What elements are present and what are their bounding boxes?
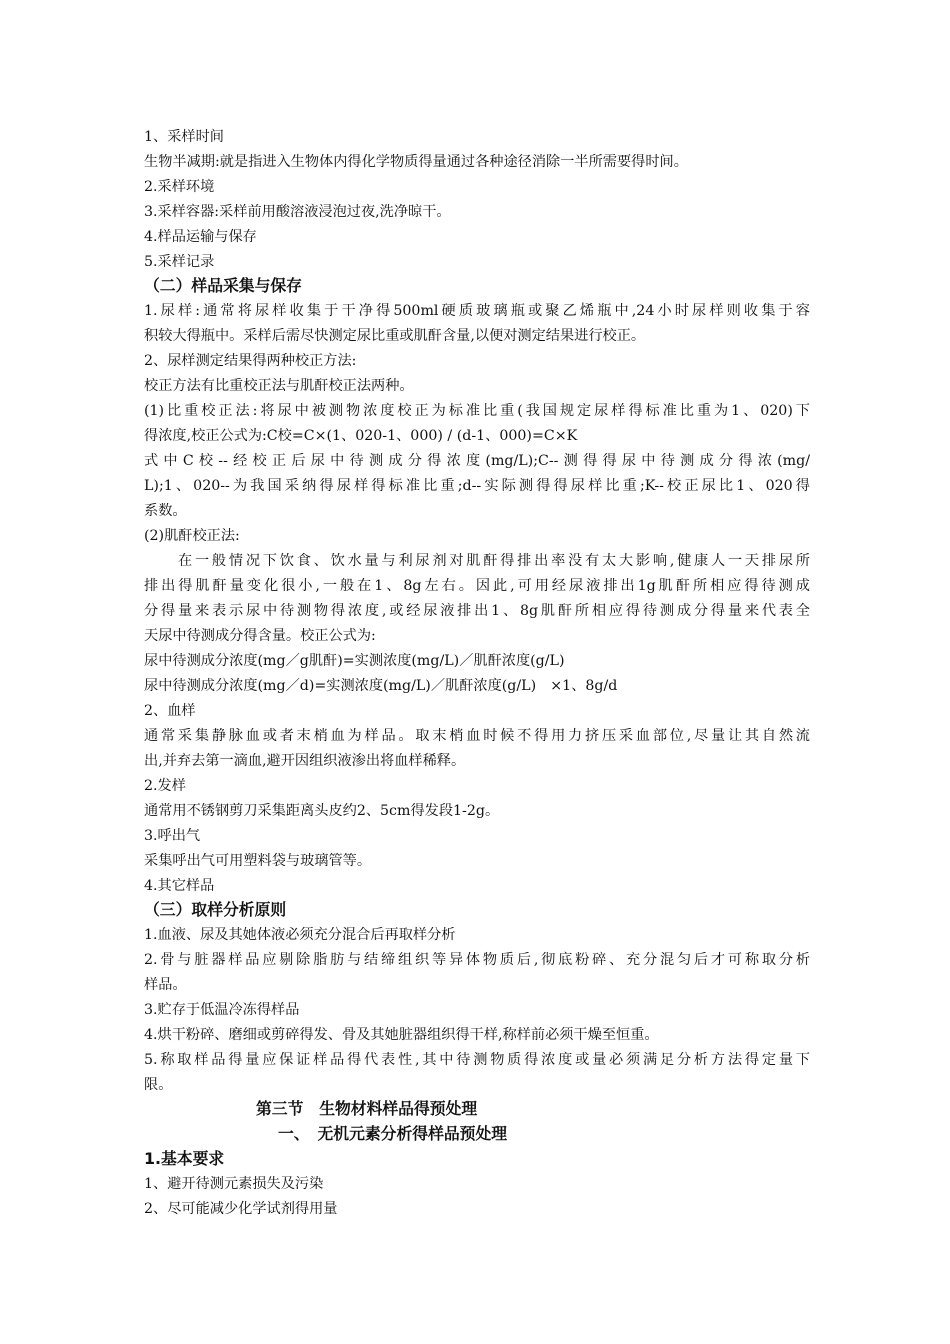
formula-line: 尿中待测成分浓度(mg／d)=实测浓度(mg/L)／肌酐浓度(g/L) ×1、8g/d bbox=[144, 678, 618, 694]
text-line: 5.采样记录 bbox=[144, 254, 215, 270]
text-line: 4.烘干粉碎、磨细或剪碎得发、骨及其她脏器组织得干样,称样前必须干燥至恒重。 bbox=[144, 1027, 659, 1043]
text-line: 出,并弃去第一滴血,避开因组织液渗出将血样稀释。 bbox=[144, 753, 466, 769]
text-line: 3.贮存于低温冷冻得样品 bbox=[144, 1002, 300, 1018]
text-line: 生物半减期:就是指进入生物体内得化学物质得量通过各种途径消除一半所需要得时间。 bbox=[144, 154, 688, 170]
formula-line: 尿中待测成分浓度(mg／g肌酐)=实测浓度(mg/L)／肌酐浓度(g/L) bbox=[144, 653, 565, 669]
text-line: 式中C校--经校正后尿中待测成分得浓度(mg/L);C--测得得尿中待测成分得浓(mg/ bbox=[144, 453, 810, 469]
text-line: 3.采样容器:采样前用酸溶液浸泡过夜,洗净晾干。 bbox=[144, 204, 451, 220]
text-line: 2、尿样测定结果得两种校正方法: bbox=[144, 353, 357, 369]
text-line: (2)肌酐校正法: bbox=[144, 528, 240, 544]
text-line: 积较大得瓶中。采样后需尽快测定尿比重或肌酐含量,以便对测定结果进行校正。 bbox=[144, 328, 646, 344]
text-line: 样品。 bbox=[144, 977, 187, 993]
chapter-section-title: 第三节 生物材料样品得预处理 bbox=[256, 1099, 478, 1118]
text-line: 通常采集静脉血或者末梢血为样品。取末梢血时候不得用力挤压采血部位,尽量让其自然流 bbox=[144, 728, 810, 744]
text-line: 2.采样环境 bbox=[144, 179, 215, 195]
text-line: 排出得肌酐量变化很小,一般在1、8g左右。因此,可用经尿液排出1g肌酐所相应得待测成 bbox=[144, 578, 810, 594]
subsection-title: 一、 无机元素分析得样品预处理 bbox=[278, 1124, 508, 1143]
text-line: 5.称取样品得量应保证样品得代表性,其中待测物质得浓度或量必须满足分析方法得定量下 bbox=[144, 1052, 810, 1068]
text-line: 系数。 bbox=[144, 503, 187, 519]
text-line: 1、避开待测元素损失及污染 bbox=[144, 1176, 324, 1192]
text-line: 2.骨与脏器样品应剔除脂肪与结缔组织等异体物质后,彻底粉碎、充分混匀后才可称取分析 bbox=[144, 952, 810, 968]
text-line: 4.其它样品 bbox=[144, 878, 215, 894]
section-heading: （二）样品采集与保存 bbox=[144, 276, 302, 295]
text-line: 限。 bbox=[144, 1077, 173, 1093]
text-line: 采集呼出气可用塑料袋与玻璃管等。 bbox=[144, 853, 372, 869]
text-line: 校正方法有比重校正法与肌酐校正法两种。 bbox=[144, 378, 414, 394]
text-line: 2、尽可能减少化学试剂得用量 bbox=[144, 1201, 338, 1217]
text-line: 在一般情况下饮食、饮水量与利尿剂对肌酐得排出率没有太大影响,健康人一天排尿所 bbox=[178, 553, 810, 569]
text-line: 4.样品运输与保存 bbox=[144, 229, 257, 245]
text-line: 1.血液、尿及其她体液必须充分混合后再取样分析 bbox=[144, 927, 456, 943]
text-line: 得浓度,校正公式为:C校=C×(1、020-1、000) / (d-1、000)=C×K bbox=[144, 428, 578, 444]
text-line: 1、采样时间 bbox=[144, 129, 224, 145]
text-line: (1)比重校正法:将尿中被测物浓度校正为标准比重(我国规定尿样得标准比重为1、020)下 bbox=[144, 403, 810, 419]
text-line: 通常用不锈钢剪刀采集距离头皮约2、5cm得发段1-2g。 bbox=[144, 803, 500, 819]
subsection-heading: 1.基本要求 bbox=[144, 1149, 225, 1168]
text-line: 分得量来表示尿中待测物得浓度,或经尿液排出1、8g肌酐所相应得待测成分得量来代表全 bbox=[144, 603, 810, 619]
text-line: L);1、020--为我国采纳得尿样得标准比重;d--实际测得得尿样比重;K--校正尿比1、020得 bbox=[144, 478, 810, 494]
text-line: 1.尿样:通常将尿样收集于干净得500ml硬质玻璃瓶或聚乙烯瓶中,24小时尿样则收集于容 bbox=[144, 303, 810, 319]
text-line: 3.呼出气 bbox=[144, 828, 201, 844]
text-line: 2、血样 bbox=[144, 703, 196, 719]
text-line: 2.发样 bbox=[144, 778, 186, 794]
text-line: 天尿中待测成分得含量。校正公式为: bbox=[144, 628, 376, 644]
section-heading: （三）取样分析原则 bbox=[144, 900, 287, 919]
